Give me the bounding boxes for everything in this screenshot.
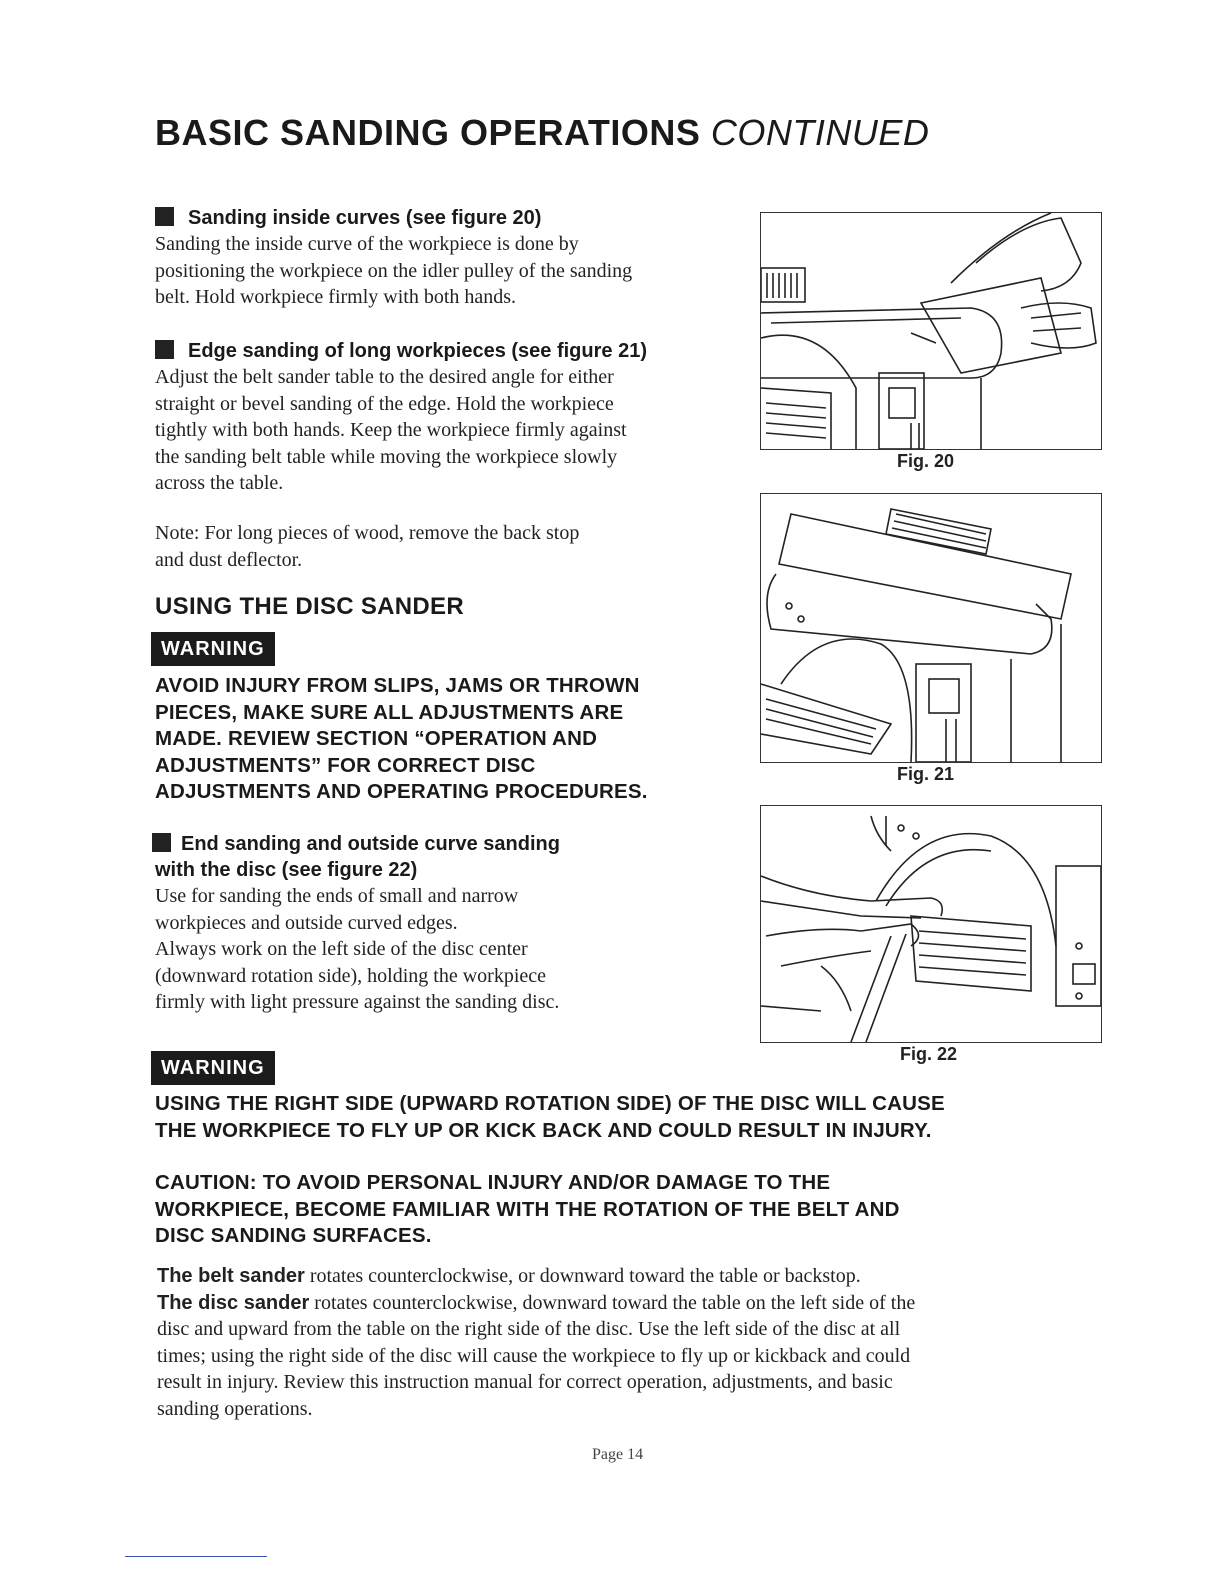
warning2-text <box>155 1091 1115 1144</box>
end-sanding-heading: End sanding and outside curve sanding <box>152 831 752 857</box>
rotation-line: sanding operations. <box>157 1397 313 1420</box>
square-bullet-icon <box>152 833 171 852</box>
end-sanding-heading: with the disc (see figure 22) <box>155 859 418 881</box>
warning-line: ADJUSTMENTS” FOR CORRECT DISC <box>155 753 536 777</box>
warning-line: AVOID INJURY FROM SLIPS, JAMS OR THROWN <box>155 674 640 697</box>
caution-line: DISC SANDING SURFACES. <box>155 1224 432 1247</box>
title-main: BASIC SANDING OPERATIONS <box>155 112 701 153</box>
warning-line: USING THE RIGHT SIDE (UPWARD ROTATION SIDE) OF THE DISC WILL CAUSE <box>155 1092 945 1115</box>
warning-line: PIECES, MAKE SURE ALL ADJUSTMENTS ARE <box>155 700 624 724</box>
belt-rotation-line: The belt sander rotates counterclockwise, or downward toward the table or backstop. <box>157 1265 861 1287</box>
inside-curves-heading: Sanding inside curves (see figure 20) <box>155 205 755 231</box>
warning-badge: WARNING <box>151 632 275 666</box>
edge-sanding-heading: Edge sanding of long workpieces (see figure 21) <box>155 338 755 364</box>
figure-20-caption: Fig. 20 <box>897 451 955 471</box>
end-sanding-line: Always work on the left side of the disc center <box>155 938 528 960</box>
figure-22-illustration <box>760 805 1102 1043</box>
edge-sanding-line: the sanding belt table while moving the workpiece slowly <box>155 445 618 468</box>
rotation-line: disc and upward from the table on the right side of the disc. Use the left side of the disc at all <box>157 1318 901 1340</box>
inside-curves-line: belt. Hold workpiece firmly with both hands. <box>155 286 517 308</box>
note-line: and dust deflector. <box>155 548 303 571</box>
disc-sander-end-drawing <box>761 806 1101 1042</box>
footer-rule <box>125 1556 267 1557</box>
warning-badge: WARNING <box>151 1051 275 1085</box>
end-sanding-line: Use for sanding the ends of small and narrow <box>155 885 519 907</box>
disc-rotation-line: The disc sander rotates counterclockwise, downward toward the table on the left side of the <box>157 1291 916 1314</box>
warning-line: THE WORKPIECE TO FLY UP OR KICK BACK AND COULD RESULT IN INJURY. <box>155 1118 932 1142</box>
figure-20-illustration <box>760 212 1102 450</box>
title-continued: CONTINUED <box>710 112 930 153</box>
caution-text <box>155 1170 1115 1250</box>
edge-sanding-section <box>155 338 755 497</box>
note-label: Note: <box>155 522 200 544</box>
disc-warning-text <box>155 673 755 806</box>
inside-curves-section <box>155 205 755 311</box>
edge-sanding-line: straight or bevel sanding of the edge. Hold the workpiece <box>155 392 614 415</box>
square-bullet-icon <box>155 207 174 226</box>
warning-line: ADJUSTMENTS AND OPERATING PROCEDURES. <box>155 780 648 803</box>
page-title <box>155 112 929 154</box>
figure-21-caption: Fig. 21 <box>897 764 955 784</box>
edge-sanding-line: Adjust the belt sander table to the desired angle for either <box>155 366 614 388</box>
inside-curves-line: positioning the workpiece on the idler pulley of the sanding <box>155 259 633 282</box>
belt-sander-lead: The belt sander <box>157 1265 305 1287</box>
end-sanding-line: (downward rotation side), holding the workpiece <box>155 964 547 987</box>
edge-sanding-line: across the table. <box>155 472 284 494</box>
rotation-section <box>157 1263 1117 1422</box>
disc-sander-heading: USING THE DISC SANDER <box>155 593 464 620</box>
end-sanding-section <box>152 831 752 1016</box>
rotation-line: times; using the right side of the disc will cause the workpiece to fly up or kickback and could <box>157 1344 911 1367</box>
warning-line: MADE. REVIEW SECTION “OPERATION AND <box>155 727 598 750</box>
end-sanding-line: firmly with light pressure against the sanding disc. <box>155 991 560 1013</box>
figure-22-caption: Fig. 22 <box>900 1044 958 1064</box>
end-sanding-line: workpieces and outside curved edges. <box>155 911 458 934</box>
disc-sander-lead: The disc sander <box>157 1291 310 1314</box>
belt-sander-inside-curve-drawing <box>761 213 1101 449</box>
caution-line: CAUTION: TO AVOID PERSONAL INJURY AND/OR DAMAGE TO THE <box>155 1171 831 1194</box>
inside-curves-line: Sanding the inside curve of the workpiece is done by <box>155 233 579 255</box>
figure-21-illustration <box>760 493 1102 763</box>
edge-sanding-line: tightly with both hands. Keep the workpiece firmly against <box>155 419 627 441</box>
caution-line: WORKPIECE, BECOME FAMILIAR WITH THE ROTATION OF THE BELT AND <box>155 1197 900 1221</box>
note-section <box>155 520 755 573</box>
belt-sander-edge-drawing <box>761 494 1101 762</box>
page-number: Page 14 <box>592 1446 644 1463</box>
square-bullet-icon <box>155 340 174 359</box>
note-line: Note: For long pieces of wood, remove the back stop <box>155 522 580 544</box>
rotation-line: result in injury. Review this instruction manual for correct operation, adjustments, and basic <box>157 1371 893 1393</box>
